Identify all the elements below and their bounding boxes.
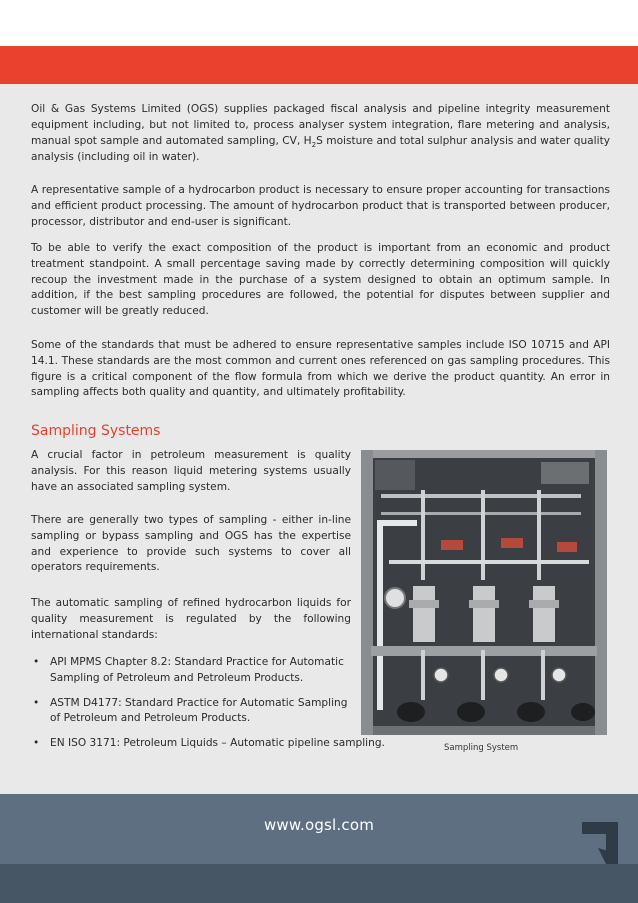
intro-paragraph-2: A representative sample of a hydrocarbon product is necessary to ensure proper accounting for transactions and efficient product processing. The amount of hydrocarbon product that is transported between producer, processor, distributor and end-user is significant. <box>31 184 610 228</box>
bullet-marker: • <box>33 737 40 750</box>
sampling-paragraph-1: A crucial factor in petroleum measurement is quality analysis. For this reason liquid metering systems usually have an associated sampling system. <box>31 449 351 493</box>
list-item-text: API MPMS Chapter 8.2: Standard Practice for Automatic Sampling of Petroleum and Petroleum Products. <box>50 656 344 684</box>
header-band <box>0 46 638 84</box>
sampling-paragraph-2: There are generally two types of sampling - either in-line sampling or bypass sampling and OGS has the expertise and experience to provide such systems to cover all operators requirements. <box>31 514 351 574</box>
list-item-text: ASTM D4177: Standard Practice for Automatic Sampling of Petroleum and Petroleum Products. <box>50 696 348 725</box>
photo-caption: Sampling System <box>444 743 519 753</box>
footer-bottom-band <box>0 864 638 903</box>
sampling-system-illustration <box>361 450 607 735</box>
footer <box>0 794 638 903</box>
corner-arrow-icon <box>582 822 618 868</box>
bullet-marker: • <box>33 696 40 709</box>
intro-paragraph-3: To be able to verify the exact composition of the product is important from an economic and product treatment standpoint. A small percentage saving made by correctly determining composition will quickly recoup the investment made in the purchase of a system designed to obtain an optimum sample. In addition, if the best sampling procedures are followed, the potential for disputes between supplier and customer will be greatly reduced. <box>31 242 610 318</box>
intro-paragraph-1 <box>31 102 610 166</box>
sampling-paragraph-3: The automatic sampling of refined hydrocarbon liquids for quality measurement is regulated by the following international standards: <box>31 597 351 641</box>
intro-paragraph-4: Some of the standards that must be adhered to ensure representative samples include ISO 10715 and API 14.1. These standards are the most common and current ones referenced on gas sampling procedures. This figure is a critical component of the flow formula from which we derive the product quantity. An error in sampling affects both quality and quantity, and ultimately profitability. <box>31 339 610 399</box>
list-item <box>31 736 421 752</box>
sampling-system-photo <box>361 450 607 735</box>
bullet-marker: • <box>33 656 40 668</box>
intro-p1-text-b: S moisture and total sulphur analysis and water quality analysis (including oil in water). <box>31 134 610 164</box>
h2s-subscript: 2 <box>311 140 317 149</box>
list-item-text: EN ISO 3171: Petroleum Liquids – Automatic pipeline sampling. <box>50 737 385 750</box>
section-title-sampling-systems: Sampling Systems <box>31 423 161 439</box>
top-margin <box>0 0 638 46</box>
intro-p1-text-a: Oil & Gas Systems Limited (OGS) supplies packaged fiscal analysis and pipeline integrity measurement equipment including, but not limited to, process analyser system integration, flare metering and analysis, manual spot sample and automated sampling, CV, H <box>31 103 610 147</box>
website-link[interactable]: www.ogsl.com <box>263 816 375 834</box>
arrow-logo-icon <box>582 822 618 864</box>
